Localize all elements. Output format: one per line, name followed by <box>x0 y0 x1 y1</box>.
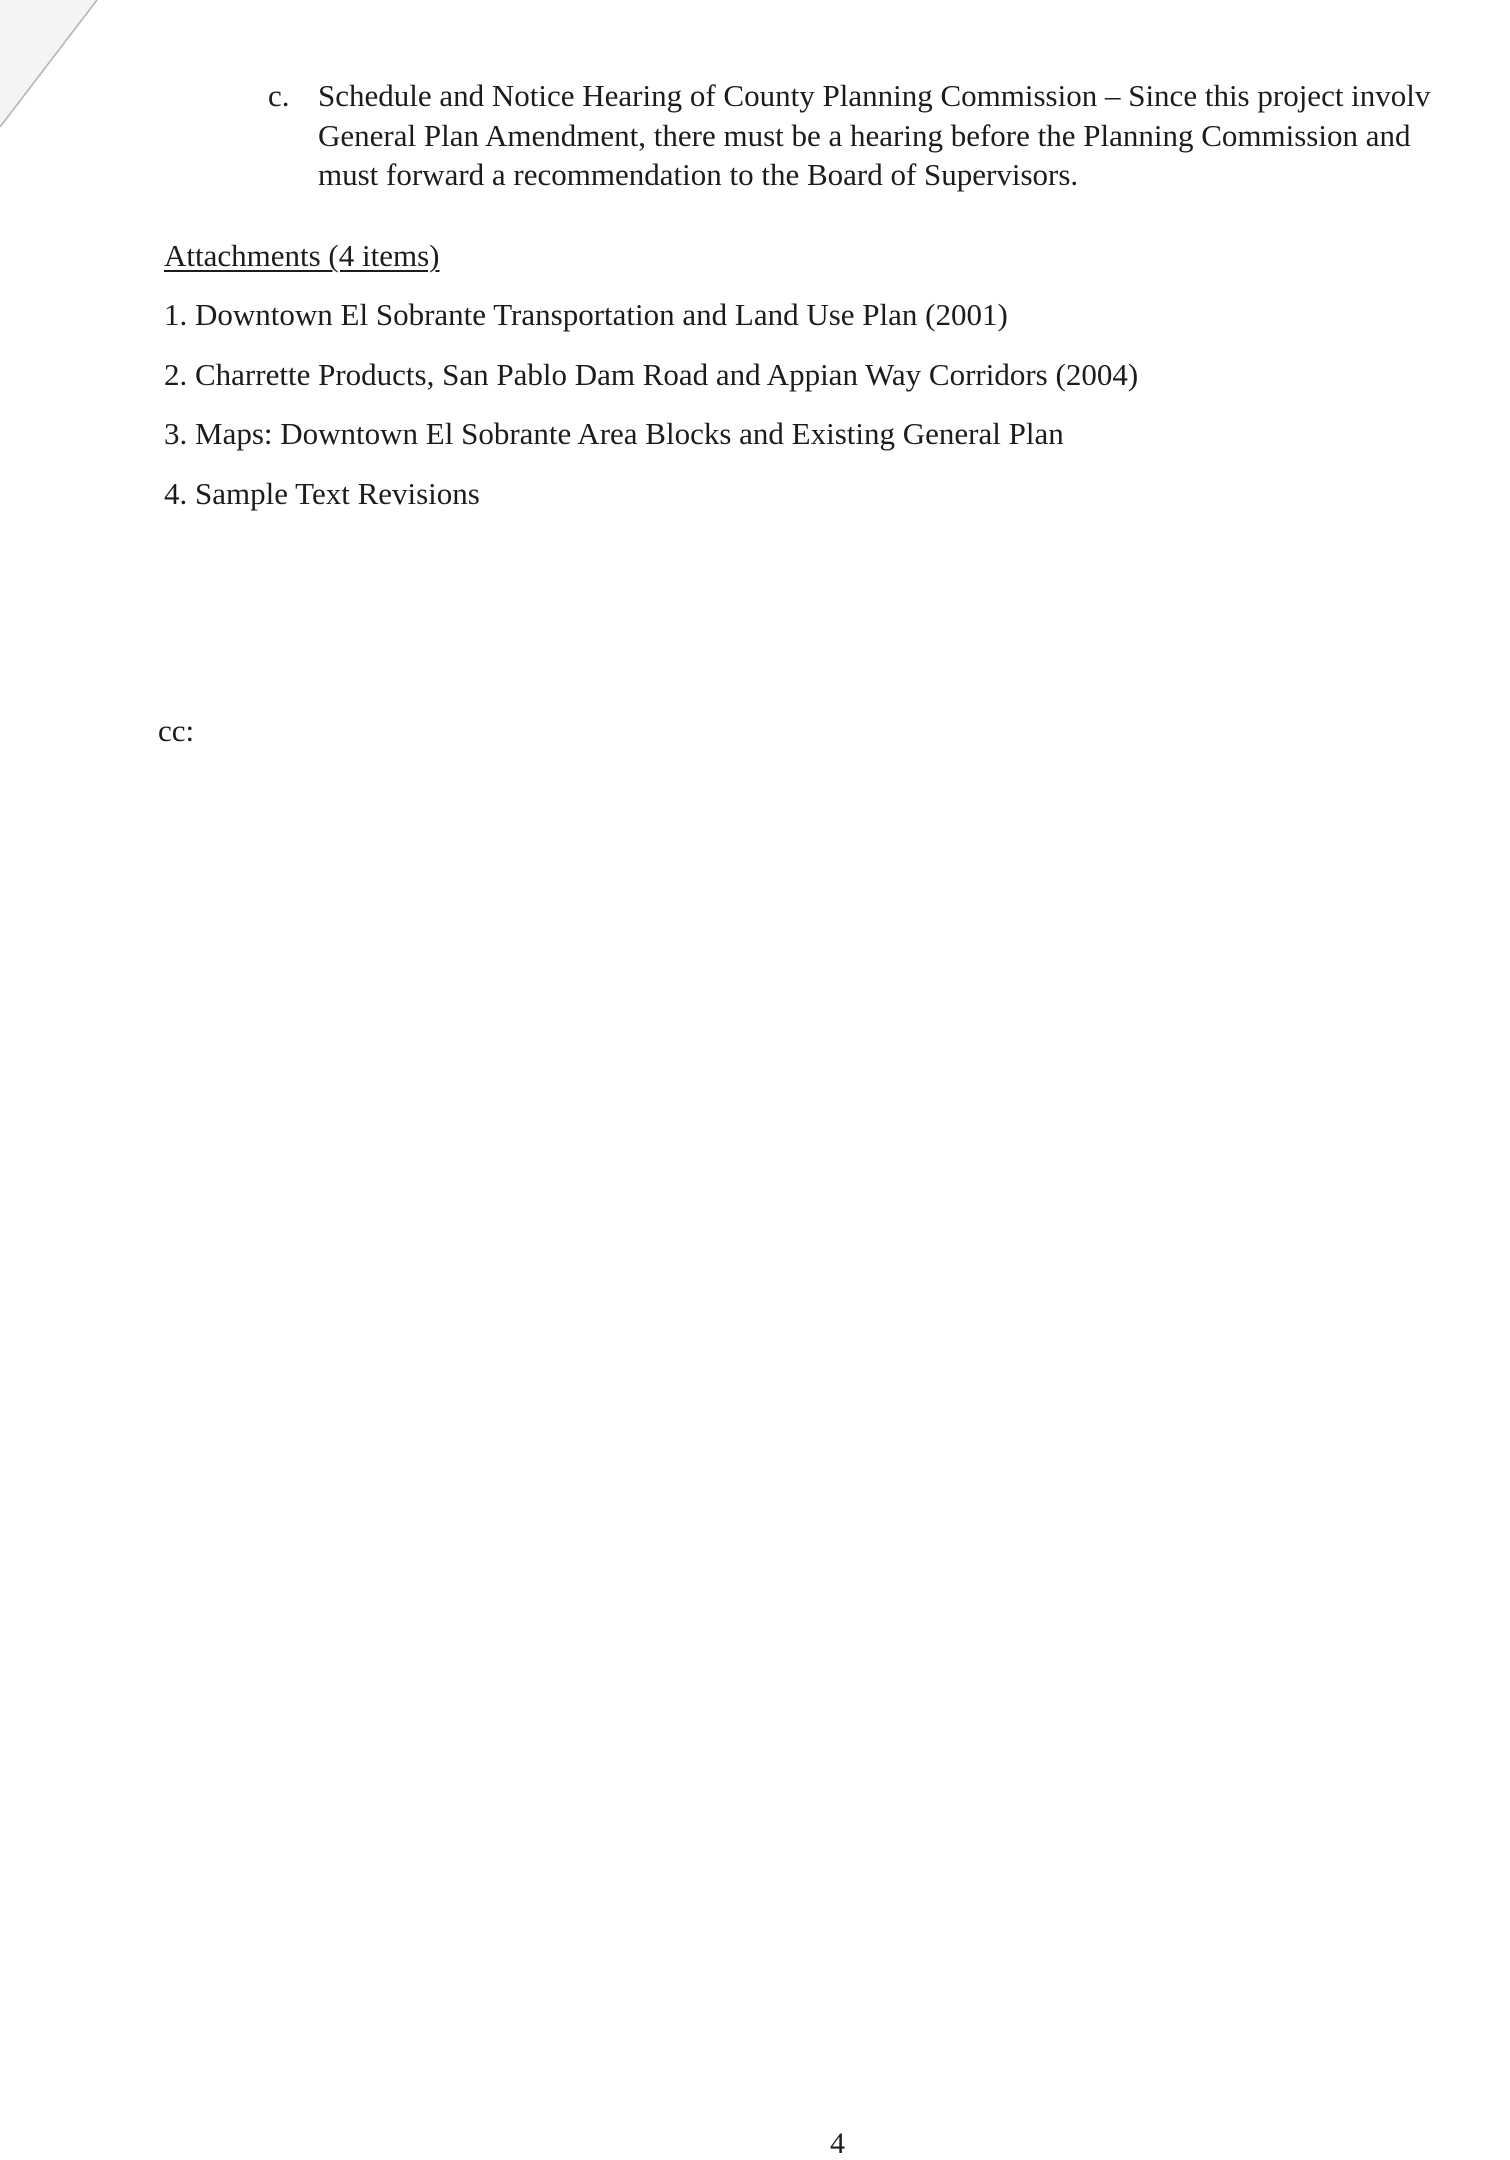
item-c-line-1: Schedule and Notice Hearing of County Planning Commission – Since this project involv <box>318 78 1431 113</box>
item-c-paragraph <box>318 76 1430 195</box>
attachment-item-1: 1. Downtown El Sobrante Transportation and Land Use Plan (2001) <box>164 297 1008 332</box>
item-c-line-3: must forward a recommendation to the Board of Supervisors. <box>318 157 1079 193</box>
attachment-item-4: 4. Sample Text Revisions <box>164 475 480 511</box>
attachment-item-2: 2. Charrette Products, San Pablo Dam Road and Appian Way Corridors (2004) <box>164 356 1139 392</box>
page-corner-fold <box>0 0 110 140</box>
cc-label: cc: <box>158 713 195 748</box>
item-c-line-2: General Plan Amendment, there must be a hearing before the Planning Commission and <box>318 117 1411 153</box>
page-number: 4 <box>830 2127 845 2160</box>
list-marker-c: c. <box>268 78 290 113</box>
attachments-list <box>164 295 1138 533</box>
attachments-heading: Attachments (4 items) <box>164 238 440 273</box>
attachment-item-3: 3. Maps: Downtown El Sobrante Area Blocks and Existing General Plan <box>164 416 1064 451</box>
